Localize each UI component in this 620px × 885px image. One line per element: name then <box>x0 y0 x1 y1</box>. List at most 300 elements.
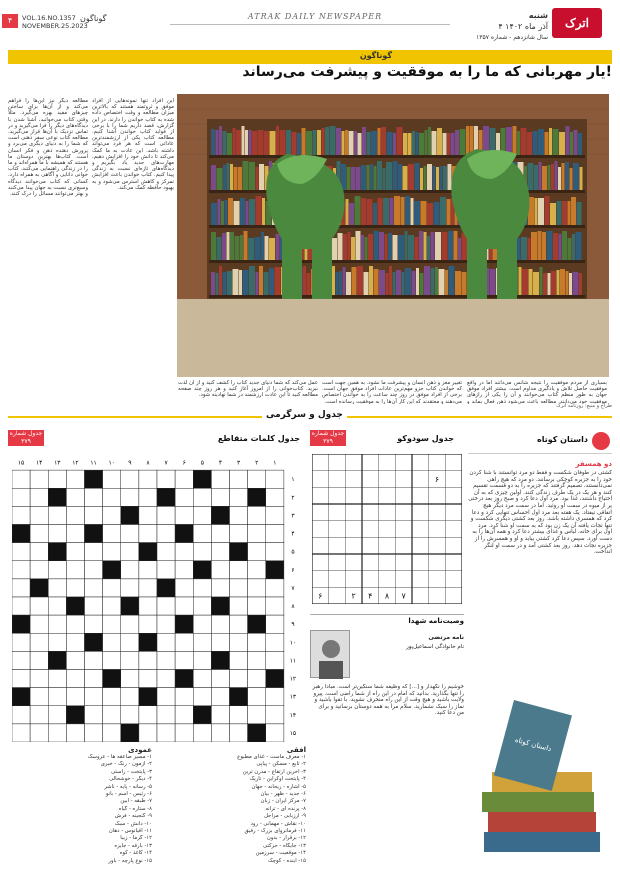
crossword-cell[interactable] <box>12 633 30 651</box>
story-books-illustration <box>474 692 610 872</box>
crossword-col-number: ۳ <box>236 459 241 467</box>
crossword-block <box>266 561 284 579</box>
crossword-cell[interactable] <box>103 615 121 633</box>
clue: ۱۳- بارقه - جایزه <box>114 842 152 849</box>
crossword-cell[interactable] <box>266 651 284 669</box>
crossword-cell[interactable] <box>139 470 157 488</box>
crossword-cell[interactable] <box>30 670 48 688</box>
crossword-block <box>230 543 248 561</box>
crossword-cell[interactable] <box>211 615 229 633</box>
clue: ۱۰- نقاش - مهمانی - رود <box>250 820 306 827</box>
crossword-cell[interactable] <box>66 470 84 488</box>
crossword-cell[interactable] <box>175 724 193 742</box>
crossword-cell[interactable] <box>157 597 175 615</box>
crossword-cell[interactable] <box>85 506 103 524</box>
crossword-cell[interactable] <box>266 688 284 706</box>
crossword-block <box>157 579 175 597</box>
crossword-cell[interactable] <box>230 561 248 579</box>
crossword-cell[interactable] <box>230 615 248 633</box>
crossword-cell[interactable] <box>103 470 121 488</box>
clue: ۵- رسانه - پایه - ناشر <box>104 783 152 790</box>
crossword-cell[interactable] <box>157 651 175 669</box>
section-tag: گوناگون <box>80 14 107 23</box>
crossword-block <box>193 706 211 724</box>
crossword-block <box>103 561 121 579</box>
martyr-family-name: نام خانوادگی اسماعیل‌پور <box>406 644 464 650</box>
crossword-cell[interactable] <box>230 706 248 724</box>
crossword-cell[interactable] <box>157 633 175 651</box>
crossword-cell[interactable] <box>103 543 121 561</box>
crossword-row-number: ۱۲ <box>289 675 297 683</box>
sudoku-given: ۶ <box>434 475 440 484</box>
sudoku-given: ۲ <box>351 591 356 601</box>
crossword-cell[interactable] <box>103 506 121 524</box>
crossword-cell[interactable] <box>211 488 229 506</box>
volume-info <box>22 14 88 30</box>
clue: ۱۵- نوع پارچه - باور <box>108 857 152 864</box>
crossword-block <box>85 633 103 651</box>
crossword-col-number: ۶ <box>182 459 186 467</box>
crossword-cell[interactable] <box>30 724 48 742</box>
crossword-cell[interactable] <box>139 597 157 615</box>
crossword-cell[interactable] <box>157 561 175 579</box>
crossword-cell[interactable] <box>175 633 193 651</box>
crossword-cell[interactable] <box>30 525 48 543</box>
crossword-col-number: ۱۵ <box>17 459 25 467</box>
crossword-row-number: ۱۰ <box>289 639 297 647</box>
crossword-cell[interactable] <box>12 651 30 669</box>
crossword-cell[interactable] <box>12 597 30 615</box>
crossword-cell[interactable] <box>139 561 157 579</box>
crossword-cell[interactable] <box>12 561 30 579</box>
photo-credit: طراح و منبع: روزنامه اترک <box>556 403 612 409</box>
crossword-cell[interactable] <box>175 506 193 524</box>
clue: ۱۲- گرما - زیبا <box>120 835 152 842</box>
crossword-cell[interactable] <box>211 525 229 543</box>
crossword-cell[interactable] <box>12 470 30 488</box>
crossword-cell[interactable] <box>85 561 103 579</box>
crossword-cell[interactable] <box>248 579 266 597</box>
crossword-col-number: ۵ <box>200 459 204 467</box>
crossword-cell[interactable] <box>193 633 211 651</box>
crossword-cell[interactable] <box>248 597 266 615</box>
crossword-cell[interactable] <box>12 670 30 688</box>
crossword-cell[interactable] <box>211 561 229 579</box>
crossword-cell[interactable] <box>157 724 175 742</box>
crossword-cell[interactable] <box>48 561 66 579</box>
crossword-cell[interactable] <box>175 488 193 506</box>
date-block <box>476 10 548 43</box>
crossword-row-number: ۳ <box>291 512 295 520</box>
crossword-cell[interactable] <box>266 615 284 633</box>
crossword-row-number: ۹ <box>291 621 295 629</box>
crossword-cell[interactable] <box>66 506 84 524</box>
crossword-cell[interactable] <box>175 706 193 724</box>
crossword-cell[interactable] <box>66 688 84 706</box>
crossword-cell[interactable] <box>30 688 48 706</box>
crossword-block <box>248 488 266 506</box>
crossword-cell[interactable] <box>121 470 139 488</box>
crossword-col-number: ۱۲ <box>72 459 79 467</box>
crossword-cell[interactable] <box>139 670 157 688</box>
story-text: کشتی در طوفان شکست و فقط دو مرد توانستند با شنا کردن خود را به جزیره کوچکی برسانند. دو مرد که هیچ راهی نمی‌دانستند، تصمیم گرفتند که جزیره را به دو قسمت تقسیم کنند و هر یک در یک طرف زندگی کنند. اولین چیزی که به آن احتیاج داشتند، غذا بود. مرد اول دعا کرد و صبح روز بعد درختی پر از میوه در سمت او روئید. اما در سمت مرد دیگر هیچ اتفاقی نیفتاد. یک هفته بعد مرد اول احساس تنهایی کرد و دعا کرد که همسری داشته باشد. روز بعد کشتی دیگری شکست و تنها نجات یافته آن یک زن بود که به سمت او شنا کرد. مرد اول برای خانه، لباس و غذای بیشتر دعا کرد و همه آن‌ها را به دست آورد. سپس دعا کرد کشتی بیاید و او و همسرش را از جزیره نجات دهد. روز بعد کشتی آمد و در سمت او لنگر انداخت. <box>468 470 612 556</box>
crossword-badge: جدول شماره ۳۷۹ <box>9 430 43 445</box>
crossword-cell[interactable] <box>121 670 139 688</box>
sudoku-given: ۶ <box>318 591 323 601</box>
crossword-cell[interactable] <box>139 579 157 597</box>
crossword-row-number: ۱۳ <box>289 693 297 701</box>
crossword-cell[interactable] <box>103 651 121 669</box>
crossword-cell[interactable] <box>103 706 121 724</box>
crossword-cell[interactable] <box>211 706 229 724</box>
article-column-r2: تغییر مغز و ذهن انسان و پیشرفت ما نشود. به همین جهت است که خواندن کتاب جزو مهم‌ترین عادات افراد موفق جهان است. برخی از افراد موفق در روز چند ساعت را به خواندن اختصاص می‌دهند و معتقدند که این کار آن‌ها را به موفقیت رسانده است. <box>322 380 462 404</box>
crossword-cell[interactable] <box>230 633 248 651</box>
sudoku-given: ۸ <box>384 591 390 601</box>
crossword-block <box>12 688 30 706</box>
crossword-cell[interactable] <box>157 670 175 688</box>
clue: ۱۰- دانش - سبک <box>114 820 152 827</box>
crossword-cell[interactable] <box>157 706 175 724</box>
crossword-cell[interactable] <box>193 488 211 506</box>
crossword-cell[interactable] <box>48 670 66 688</box>
crossword-cell[interactable] <box>103 525 121 543</box>
article-column-r3: عمل می‌کند که شما دنیای جدید کتاب را کشف کنید و از آن لذت ببرید. کتاب‌خوانی را از امروز آغاز کنید و هر روز چند صفحه مطالعه کنید تا این عادت ارزشمند در شما نهادینه شود. <box>178 380 318 399</box>
header-rule <box>170 24 450 25</box>
crossword-cell[interactable] <box>30 488 48 506</box>
crossword-cell[interactable] <box>211 543 229 561</box>
crossword-block <box>157 488 175 506</box>
crossword-cell[interactable] <box>85 597 103 615</box>
crossword-cell[interactable] <box>85 615 103 633</box>
crossword-cell[interactable] <box>248 470 266 488</box>
crossword-cell[interactable] <box>266 470 284 488</box>
clue: ۱۲- برقرار - بدون <box>266 835 306 842</box>
crossword-cell[interactable] <box>103 688 121 706</box>
crossword-cell[interactable] <box>66 561 84 579</box>
crossword-cell[interactable] <box>248 670 266 688</box>
story-icon <box>592 432 610 450</box>
clue: ۱۵- آینده - کوچک <box>268 857 306 864</box>
crossword-cell[interactable] <box>12 488 30 506</box>
crossword-cell[interactable] <box>230 651 248 669</box>
crossword-cell[interactable] <box>66 670 84 688</box>
crossword-cell[interactable] <box>30 561 48 579</box>
martyr-portrait <box>310 630 350 678</box>
sudoku-given: ۷ <box>401 591 406 601</box>
clue: ۴- پایتخت اوکراین - تاریک <box>249 776 306 783</box>
crossword-cell[interactable] <box>266 579 284 597</box>
crossword-col-number: ۱۱ <box>90 459 97 467</box>
crossword-cell[interactable] <box>30 706 48 724</box>
crossword-block <box>175 670 193 688</box>
crossword-cell[interactable] <box>12 543 30 561</box>
crossword-cell[interactable] <box>48 470 66 488</box>
crossword-cell[interactable] <box>157 470 175 488</box>
crossword-cell[interactable] <box>248 688 266 706</box>
crossword-cell[interactable] <box>139 706 157 724</box>
crossword-cell[interactable] <box>211 688 229 706</box>
crossword-cell[interactable] <box>248 706 266 724</box>
clue: ۷- طبقه - آیین <box>120 798 152 805</box>
clue: ۷- مرکز ایران - زبان <box>260 798 306 805</box>
crossword-title: جدول کلمات متقاطع <box>217 434 300 443</box>
crossword-cell[interactable] <box>66 651 84 669</box>
crossword-cell[interactable] <box>121 579 139 597</box>
crossword-cell[interactable] <box>211 633 229 651</box>
crossword-col-number: ۱۰ <box>108 459 115 467</box>
clue: ۱۱- فرمانروای بزرگ - رفیق <box>244 828 306 835</box>
crossword-cell[interactable] <box>230 470 248 488</box>
clue: ۲- تابع - مسکن - پیاپی <box>256 761 306 768</box>
crossword-cell[interactable] <box>193 597 211 615</box>
crossword-col-number: ۷ <box>164 459 168 467</box>
crossword-cell[interactable] <box>121 488 139 506</box>
crossword-block <box>193 561 211 579</box>
crossword-cell[interactable] <box>103 488 121 506</box>
crossword-cell[interactable] <box>85 543 103 561</box>
crossword-cell[interactable] <box>30 543 48 561</box>
crossword-cell[interactable] <box>85 651 103 669</box>
section-title: جدول و سرگرمی <box>262 410 347 420</box>
date-fa: ۴ آذر ماه ۱۴۰۲ <box>498 22 548 31</box>
clue: ۹- گنجینه - فرش <box>114 813 152 820</box>
clue: ۶- رئیس - اسم - بانو <box>105 791 152 798</box>
crossword-cell[interactable] <box>121 633 139 651</box>
crossword-cell[interactable] <box>85 670 103 688</box>
crossword-cell[interactable] <box>157 615 175 633</box>
crossword-cell[interactable] <box>30 506 48 524</box>
crossword-cell[interactable] <box>175 470 193 488</box>
crossword-cell[interactable] <box>193 543 211 561</box>
crossword-row-number: ۱۴ <box>289 711 297 719</box>
crossword-cell[interactable] <box>230 488 248 506</box>
crossword-cell[interactable] <box>66 543 84 561</box>
clue: ۴- دیگر - خوشحالی <box>109 776 152 783</box>
crossword-block <box>139 633 157 651</box>
crossword-cell[interactable] <box>175 688 193 706</box>
crossword-cell[interactable] <box>30 470 48 488</box>
crossword-cell[interactable] <box>266 506 284 524</box>
crossword-cell[interactable] <box>193 579 211 597</box>
crossword-cell[interactable] <box>193 688 211 706</box>
crossword-cell[interactable] <box>121 688 139 706</box>
crossword-block <box>266 670 284 688</box>
crossword-block <box>139 543 157 561</box>
crossword-cell[interactable] <box>66 633 84 651</box>
clue: ۱۳- جایگاه - حرکتی <box>263 842 306 849</box>
crossword-cell[interactable] <box>12 506 30 524</box>
crossword-cell[interactable] <box>266 633 284 651</box>
crossword-cell[interactable] <box>48 615 66 633</box>
crossword-cell[interactable] <box>230 724 248 742</box>
crossword-col-number: ۸ <box>146 459 150 467</box>
crossword-cell[interactable] <box>248 525 266 543</box>
crossword-cell[interactable] <box>266 488 284 506</box>
article-column-mid: این افراد تنها نمونه‌هایی از افراد موفق و ثروتمند هستند که بالاترین میزان مطالعه و وقت اختصاص داده شده به کتاب خواندن را دارند. در این گزارش، قصد داریم شما را با برخی از فواید کتاب خواندن آشنا کنیم. مطالعه کتاب یکی از ارزشمندترین عاداتی است که هر فرد می‌تواند داشته باشد. این عادت به ما کمک می‌کند تا دانش خود را افزایش دهیم، مهارت‌های جدید یاد بگیریم و دیدگاه‌های تازه‌ای نسبت به زندگی پیدا کنیم. کتاب خواندن باعث افزایش تمرکز و کاهش استرس می‌شود و به بهبود حافظه کمک می‌کند. <box>92 98 174 191</box>
sudoku-grid <box>312 454 462 604</box>
crossword-block <box>248 615 266 633</box>
crossword-block <box>121 597 139 615</box>
crossword-cell[interactable] <box>103 724 121 742</box>
clue: ۸- پرنده ای - ترانه <box>265 805 306 812</box>
crossword-cell[interactable] <box>175 579 193 597</box>
crossword-cell[interactable] <box>248 543 266 561</box>
crossword-cell[interactable] <box>248 633 266 651</box>
crossword-row-number: ۱ <box>291 476 295 484</box>
crossword-cell[interactable] <box>157 506 175 524</box>
date-en: NOVEMBER.25.2023 <box>22 22 88 30</box>
crossword-cell[interactable] <box>139 525 157 543</box>
paper-name-en: ATRAK DAILY NEWSPAPER <box>247 12 383 21</box>
sudoku-badge: جدول شماره ۳۷۹ <box>311 430 345 445</box>
crossword-cell[interactable] <box>85 579 103 597</box>
crossword-cell[interactable] <box>48 724 66 742</box>
crossword-block <box>48 543 66 561</box>
crossword-block <box>12 525 30 543</box>
crossword-cell[interactable] <box>66 525 84 543</box>
crossword-cell[interactable] <box>139 506 157 524</box>
article-column-left: مطالعه دیگر نیز این‌ها را فراهم می‌کند و از آن‌ها برای ساختن چیزهای مفید بهره می‌گیرد. مثلاً وقتی کتاب می‌خوانید، آشنا شدن با دیدگاه‌های دیگر را فرا می‌گیرید و در تماس نزدیک با آن‌ها قرار می‌گیرید. مطالعه کتاب نوعی سفر ذهنی است که شما را به دنیای دیگری می‌برد و پرورش دهنده ذهن و فکر انسان است. کتاب‌ها بهترین دوستان ما هستند که همیشه با ما همراه‌اند و ما را در زندگی راهنمایی می‌کنند. کتاب خوانی دانایی و آگاهی به همراه دارد. کسانی که کتاب می‌خوانند دیدگاه وسیع‌تری نسبت به جهان پیدا می‌کنند و بهتر می‌توانند مسائل را درک کنند. <box>8 98 88 198</box>
crossword-cell[interactable] <box>230 525 248 543</box>
crossword-cell[interactable] <box>30 597 48 615</box>
clue: ۶- جدید - ظهر - بیان <box>260 791 306 798</box>
crossword-cell[interactable] <box>139 615 157 633</box>
crossword-cell[interactable] <box>103 597 121 615</box>
crossword-block <box>85 470 103 488</box>
crossword-cell[interactable] <box>175 543 193 561</box>
volume-number: VOL.16.NO.1357 <box>22 14 76 22</box>
crossword-cell[interactable] <box>211 579 229 597</box>
clue: ۱۴- موقعیت - سرزمین <box>255 850 306 857</box>
crossword-cell[interactable] <box>85 488 103 506</box>
crossword-block <box>30 579 48 597</box>
crossword-cell[interactable] <box>12 724 30 742</box>
crossword-cell[interactable] <box>30 651 48 669</box>
crossword-cell[interactable] <box>211 724 229 742</box>
crossword-cell[interactable] <box>85 706 103 724</box>
crossword-cell[interactable] <box>48 506 66 524</box>
clue: ۸- ستاره - گیاه <box>118 805 152 812</box>
crossword-cell[interactable] <box>230 579 248 597</box>
crossword-block <box>12 615 30 633</box>
crossword-cell[interactable] <box>175 651 193 669</box>
crossword-col-number: ۱ <box>273 459 277 467</box>
crossword-grid <box>12 452 302 742</box>
crossword-cell[interactable] <box>103 633 121 651</box>
crossword-cell[interactable] <box>248 561 266 579</box>
crossword-cell[interactable] <box>248 506 266 524</box>
crossword-cell[interactable] <box>48 688 66 706</box>
crossword-cell[interactable] <box>12 579 30 597</box>
crossword-cell[interactable] <box>230 597 248 615</box>
crossword-cell[interactable] <box>12 706 30 724</box>
crossword-cell[interactable] <box>48 579 66 597</box>
crossword-cell[interactable] <box>157 525 175 543</box>
crossword-cell[interactable] <box>230 506 248 524</box>
crossword-cell[interactable] <box>211 670 229 688</box>
crossword-cell[interactable] <box>48 525 66 543</box>
clue: ۵- اشاره - ریحانه - جهان <box>251 783 306 790</box>
crossword-cell[interactable] <box>121 561 139 579</box>
crossword-cell[interactable] <box>66 724 84 742</box>
crossword-cell[interactable] <box>266 543 284 561</box>
vertical-clues <box>12 746 152 865</box>
crossword-cell[interactable] <box>121 651 139 669</box>
story-subtitle: دو همسفر <box>575 460 612 468</box>
crossword-cell[interactable] <box>66 488 84 506</box>
crossword-cell[interactable] <box>121 525 139 543</box>
crossword-block <box>121 506 139 524</box>
crossword-cell[interactable] <box>193 724 211 742</box>
crossword-cell[interactable] <box>266 706 284 724</box>
horizontal-clue-list <box>166 754 306 865</box>
crossword-cell[interactable] <box>175 561 193 579</box>
crossword-cell[interactable] <box>48 706 66 724</box>
crossword-cell[interactable] <box>48 597 66 615</box>
crossword-cell[interactable] <box>139 651 157 669</box>
crossword-cell[interactable] <box>266 597 284 615</box>
crossword-cell[interactable] <box>85 688 103 706</box>
crossword-cell[interactable] <box>157 543 175 561</box>
crossword-cell[interactable] <box>48 633 66 651</box>
crossword-cell[interactable] <box>211 470 229 488</box>
clue: ۱- مسیر صاعقه ها - عروسک <box>87 754 152 760</box>
sudoku-panel <box>310 430 464 880</box>
svg-text:داستان کوتاه: داستان کوتاه <box>514 735 553 754</box>
crossword-cell[interactable] <box>230 670 248 688</box>
crossword-cell[interactable] <box>139 488 157 506</box>
crossword-cell[interactable] <box>66 579 84 597</box>
crossword-row-number: ۱۱ <box>289 657 297 665</box>
crossword-block <box>193 470 211 488</box>
crossword-cell[interactable] <box>266 525 284 543</box>
crossword-cell[interactable] <box>85 724 103 742</box>
crossword-col-number: ۴ <box>218 459 223 467</box>
crossword-cell[interactable] <box>121 615 139 633</box>
clue: ۳- پایتخت - راستی <box>111 768 152 775</box>
martyr-name: نامه مرتضی <box>428 634 464 641</box>
crossword-block <box>211 651 229 669</box>
crossword-cell[interactable] <box>103 579 121 597</box>
martyr-will-text: خوشیم را نگهدار و [...] که وظیفه شما سنگین‌تر است. مبادا رهبر را تنها بگذارید. بدانید که امام در این راه از شما راضی است. پیرو ولایت باشید و هیچ وقت از این راه منحرف نشوید. با تقوا باشید و نماز را سبک نشمارید. سلام مرا به همه دوستان برسانید و برای من دعا کنید. <box>312 684 464 717</box>
crossword-cell[interactable] <box>66 615 84 633</box>
crossword-cell[interactable] <box>193 525 211 543</box>
crossword-panel <box>8 430 306 880</box>
crossword-cell[interactable] <box>139 724 157 742</box>
crossword-block <box>175 525 193 543</box>
crossword-col-number: ۱۳ <box>54 459 61 467</box>
crossword-cell[interactable] <box>175 597 193 615</box>
masthead <box>0 0 620 46</box>
crossword-cell[interactable] <box>193 506 211 524</box>
crossword-row-number: ۵ <box>291 548 295 556</box>
crossword-col-number: ۹ <box>128 459 132 467</box>
horizontal-title: افقی <box>286 746 306 754</box>
crossword-cell[interactable] <box>193 615 211 633</box>
crossword-cell[interactable] <box>248 651 266 669</box>
crossword-cell[interactable] <box>30 615 48 633</box>
crossword-cell[interactable] <box>121 543 139 561</box>
crossword-cell[interactable] <box>193 651 211 669</box>
crossword-cell[interactable] <box>30 633 48 651</box>
story-header <box>468 430 612 454</box>
crossword-cell[interactable] <box>193 670 211 688</box>
crossword-cell[interactable] <box>157 688 175 706</box>
martyr-header <box>310 614 464 628</box>
crossword-col-number: ۱۴ <box>35 459 43 467</box>
crossword-cell[interactable] <box>121 706 139 724</box>
crossword-cell[interactable] <box>266 724 284 742</box>
